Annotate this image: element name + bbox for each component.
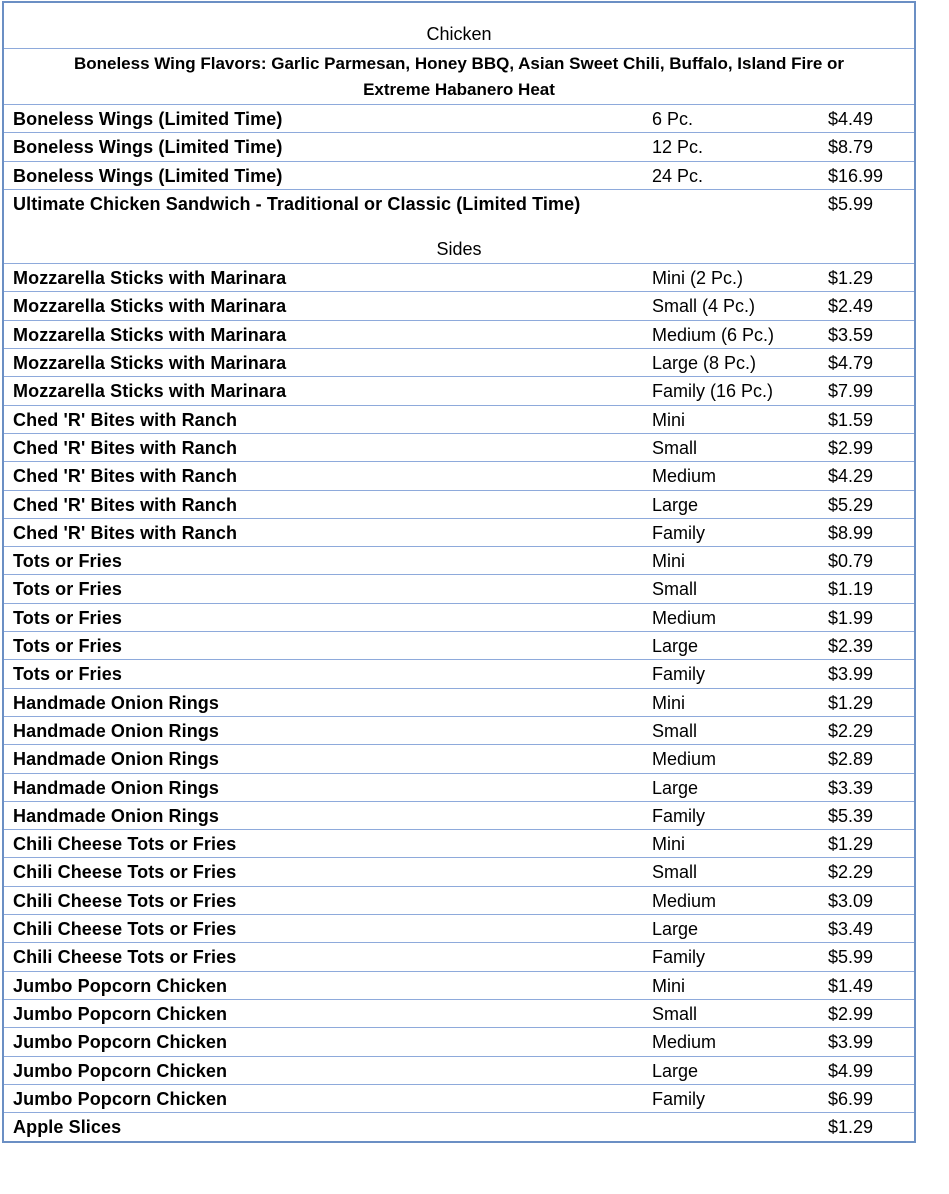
- item-price: $8.99: [828, 522, 874, 543]
- item-price: $3.59: [828, 324, 874, 345]
- menu-row: [4, 321, 914, 349]
- menu-row: [4, 462, 914, 490]
- item-size: Small: [652, 579, 698, 600]
- menu-row: [4, 519, 914, 547]
- item-name: Tots or Fries: [13, 636, 122, 657]
- menu-row: [4, 943, 914, 971]
- menu-row: [4, 377, 914, 405]
- item-size: 6 Pc.: [652, 109, 694, 129]
- item-size: Small: [652, 437, 698, 458]
- item-name: Chili Cheese Tots or Fries: [13, 862, 237, 883]
- item-name: Ched 'R' Bites with Ranch: [13, 522, 238, 543]
- item-name: Mozzarella Sticks with Marinara: [13, 324, 287, 345]
- item-price: $5.29: [828, 494, 874, 515]
- item-price: $2.29: [828, 720, 874, 741]
- section-header-chicken: [4, 3, 914, 49]
- item-name: Mozzarella Sticks with Marinara: [13, 381, 287, 402]
- section-title-chicken: Chicken: [426, 24, 492, 44]
- menu-row: [4, 632, 914, 660]
- item-price: $4.99: [828, 1060, 874, 1081]
- item-price: $5.39: [828, 805, 874, 826]
- item-name: Mozzarella Sticks with Marinara: [13, 296, 287, 317]
- item-price: $2.99: [828, 1003, 874, 1024]
- item-size: 24 Pc.: [652, 165, 704, 186]
- item-name: Tots or Fries: [13, 551, 122, 572]
- wing-flavors-line-1: Boneless Wing Flavors: Garlic Parmesan, Honey BBQ, Asian Sweet Chili, Buffalo, Island Fire or: [73, 54, 845, 73]
- item-name: Ched 'R' Bites with Ranch: [13, 466, 238, 487]
- item-price: $1.29: [828, 834, 874, 855]
- wing-flavors-note: [4, 49, 914, 105]
- item-price: $2.99: [828, 437, 874, 458]
- item-name: Handmade Onion Rings: [13, 777, 220, 798]
- item-size: Family: [652, 805, 705, 826]
- item-name: Ched 'R' Bites with Ranch: [13, 437, 238, 458]
- item-size: Mini (2 Pc.): [652, 268, 744, 289]
- item-price: $1.19: [828, 579, 874, 600]
- item-price: $2.49: [828, 296, 874, 317]
- menu-row: [4, 349, 914, 377]
- item-size: Family: [652, 947, 705, 968]
- item-size: Medium: [652, 749, 717, 770]
- section-header-sides: [4, 218, 914, 264]
- item-name: Mozzarella Sticks with Marinara: [13, 353, 287, 374]
- item-name: Tots or Fries: [13, 579, 122, 600]
- item-size: Family (16 Pc.): [652, 381, 774, 402]
- menu-row: [4, 1000, 914, 1028]
- item-size: Large: [652, 919, 699, 940]
- menu-row: [4, 292, 914, 320]
- item-size: Medium: [652, 1032, 717, 1053]
- item-price: $16.99: [828, 165, 884, 186]
- item-price: $1.29: [828, 268, 874, 289]
- item-price: $1.99: [828, 607, 874, 628]
- item-name: Handmade Onion Rings: [13, 749, 220, 770]
- menu-table: [2, 1, 916, 1143]
- item-size: Family: [652, 522, 705, 543]
- item-price: $4.79: [828, 353, 874, 374]
- menu-row: [4, 1028, 914, 1056]
- item-name: Jumbo Popcorn Chicken: [13, 1032, 228, 1053]
- menu-row: [4, 830, 914, 858]
- item-price: $3.99: [828, 664, 874, 685]
- menu-row: [4, 802, 914, 830]
- item-size: Small: [652, 720, 698, 741]
- chicken-items: [4, 105, 914, 218]
- menu-row: [4, 1113, 914, 1141]
- item-name: Boneless Wings (Limited Time): [13, 137, 283, 158]
- menu-row: [4, 858, 914, 886]
- item-size: Medium: [652, 890, 717, 911]
- item-size: Large (8 Pc.): [652, 353, 757, 374]
- item-name: Ched 'R' Bites with Ranch: [13, 494, 238, 515]
- item-size: Medium (6 Pc.): [652, 324, 775, 345]
- item-price: $7.99: [828, 381, 874, 402]
- item-size: Mini: [652, 975, 686, 996]
- menu-row: [4, 491, 914, 519]
- item-size: Mini: [652, 834, 686, 855]
- item-size: Family: [652, 664, 705, 685]
- menu-row: [4, 887, 914, 915]
- item-price: $1.29: [828, 692, 874, 713]
- item-price: $1.49: [828, 975, 874, 996]
- item-name: Jumbo Popcorn Chicken: [13, 1003, 228, 1024]
- item-size: Small: [652, 1003, 698, 1024]
- item-name: Chili Cheese Tots or Fries: [13, 834, 237, 855]
- item-size: 12 Pc.: [652, 137, 704, 158]
- menu-row: [4, 1057, 914, 1085]
- item-price: $2.29: [828, 862, 874, 883]
- item-size: Large: [652, 636, 699, 657]
- item-name: Ched 'R' Bites with Ranch: [13, 409, 238, 430]
- item-size: Small: [652, 862, 698, 883]
- item-size: Medium: [652, 607, 717, 628]
- item-price: $2.89: [828, 749, 874, 770]
- item-price: $5.99: [828, 947, 874, 968]
- item-price: $5.99: [828, 193, 874, 214]
- item-size: Large: [652, 777, 699, 798]
- item-price: $1.59: [828, 409, 874, 430]
- item-name: Tots or Fries: [13, 664, 122, 685]
- menu-row: [4, 915, 914, 943]
- item-price: $8.79: [828, 137, 874, 158]
- menu-row: [4, 133, 914, 161]
- item-name: Handmade Onion Rings: [13, 720, 220, 741]
- item-name: Boneless Wings (Limited Time): [13, 165, 283, 186]
- section-title-sides: Sides: [436, 239, 482, 260]
- menu-row: [4, 745, 914, 773]
- item-size: Medium: [652, 466, 717, 487]
- menu-row: [4, 162, 914, 190]
- wing-flavors-line-2: Extreme Habanero Heat: [363, 80, 555, 99]
- item-price: $3.49: [828, 919, 874, 940]
- item-price: $3.99: [828, 1032, 874, 1053]
- item-name: Mozzarella Sticks with Marinara: [13, 268, 287, 289]
- item-price: $4.29: [828, 466, 874, 487]
- item-size: Mini: [652, 409, 686, 430]
- item-size: Mini: [652, 551, 686, 572]
- menu-row: [4, 575, 914, 603]
- item-size: Large: [652, 1060, 699, 1081]
- item-price: $6.99: [828, 1088, 874, 1109]
- item-size: Large: [652, 494, 699, 515]
- item-name: Handmade Onion Rings: [13, 692, 220, 713]
- item-name: Handmade Onion Rings: [13, 805, 220, 826]
- item-price: $3.09: [828, 890, 874, 911]
- menu-row: [4, 972, 914, 1000]
- item-price: $4.49: [828, 109, 874, 129]
- menu-row: [4, 434, 914, 462]
- menu-row: [4, 547, 914, 575]
- item-name: Chili Cheese Tots or Fries: [13, 919, 237, 940]
- menu-row: [4, 604, 914, 632]
- item-name: Boneless Wings (Limited Time): [13, 109, 283, 129]
- item-name: Jumbo Popcorn Chicken: [13, 975, 228, 996]
- menu-row: [4, 774, 914, 802]
- sides-items: [4, 264, 914, 1141]
- menu-row: [4, 689, 914, 717]
- menu-row: [4, 660, 914, 688]
- item-name: Chili Cheese Tots or Fries: [13, 947, 237, 968]
- menu-row: [4, 190, 914, 218]
- item-price: $1.29: [828, 1117, 874, 1138]
- item-price: $0.79: [828, 551, 874, 572]
- menu-row: [4, 406, 914, 434]
- menu-row: [4, 264, 914, 292]
- item-name: Jumbo Popcorn Chicken: [13, 1088, 228, 1109]
- item-name: Jumbo Popcorn Chicken: [13, 1060, 228, 1081]
- menu-row: [4, 1085, 914, 1113]
- item-size: Family: [652, 1088, 705, 1109]
- item-name: Tots or Fries: [13, 607, 122, 628]
- item-name: Ultimate Chicken Sandwich - Traditional or Classic (Limited Time): [13, 193, 581, 214]
- item-price: $3.39: [828, 777, 874, 798]
- item-price: $2.39: [828, 636, 874, 657]
- menu-row: [4, 717, 914, 745]
- item-size: Mini: [652, 692, 686, 713]
- item-size: Small (4 Pc.): [652, 296, 756, 317]
- item-name: Apple Slices: [13, 1117, 122, 1138]
- menu-row: [4, 105, 914, 133]
- item-name: Chili Cheese Tots or Fries: [13, 890, 237, 911]
